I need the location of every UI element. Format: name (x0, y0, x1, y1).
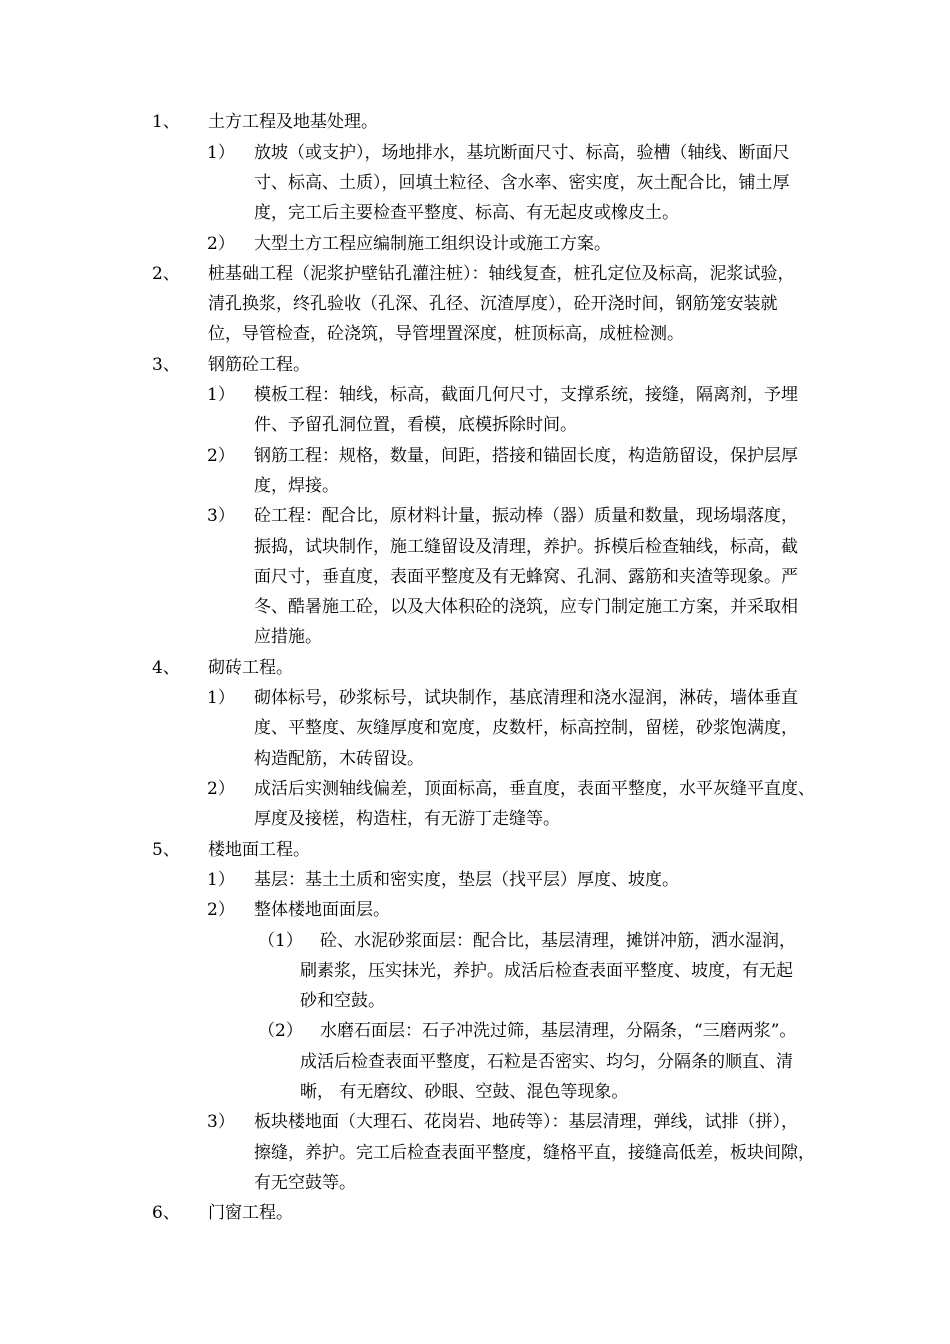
text-line: 整体楼地面面层。 (254, 900, 390, 920)
text-line: 件、予留孔洞位置，看模，底模拆除时间。 (254, 415, 577, 435)
text-line: 桩基础工程（泥浆护壁钻孔灌注桩）：轴线复查，桩孔定位及标高，泥浆试验， (208, 264, 795, 284)
item-number: （1） (258, 931, 303, 951)
text-line: 位，导管检查，砼浇筑，导管埋置深度，桩顶标高，成桩检测。 (208, 324, 684, 344)
item-number: 2） (207, 446, 235, 466)
text-line: 砂和空鼓。 (300, 991, 385, 1011)
item-number: 1） (207, 870, 235, 890)
item-number: 1） (207, 143, 235, 163)
item-number: 1） (207, 385, 235, 405)
text-line: 度，焊接。 (254, 476, 339, 496)
text-line: 基层：基土土质和密实度，垫层（找平层）厚度、坡度。 (254, 870, 679, 890)
text-line: 晰， 有无磨纹、砂眼、空鼓、混色等现象。 (300, 1082, 629, 1102)
item-number: （2） (258, 1021, 303, 1041)
text-line: 成活后检查表面平整度，石粒是否密实、均匀，分隔条的顺直、清 (300, 1052, 793, 1072)
text-line: 钢筋工程：规格，数量，间距，搭接和锚固长度，构造筋留设，保护层厚 (254, 446, 798, 466)
text-line: 构造配筋，木砖留设。 (254, 749, 424, 769)
section-heading: 砌砖工程。 (208, 658, 293, 678)
text-line: 砼工程：配合比，原材料计量，振动棒（器）质量和数量，现场塌落度， (254, 506, 798, 526)
text-line: 冬、酷暑施工砼，以及大体积砼的浇筑，应专门制定施工方案，并采取相 (254, 597, 798, 617)
text-line: 应措施。 (254, 627, 322, 647)
item-number: 1） (207, 688, 235, 708)
item-number: 2） (207, 779, 235, 799)
section-heading: 门窗工程。 (208, 1203, 293, 1223)
item-number: 6、 (152, 1203, 180, 1223)
section-heading: 钢筋砼工程。 (208, 355, 310, 375)
text-line: 有无空鼓等。 (254, 1173, 356, 1193)
text-line: 砼、水泥砂浆面层：配合比，基层清理，摊饼冲筋，洒水湿润， (320, 931, 796, 951)
text-line: 砌体标号，砂浆标号，试块制作，基底清理和浇水湿润，淋砖，墙体垂直 (254, 688, 798, 708)
text-line: 度，完工后主要检查平整度、标高、有无起皮或橡皮土。 (254, 203, 679, 223)
text-line: 成活后实测轴线偏差，顶面标高，垂直度，表面平整度，水平灰缝平直度、 (254, 779, 815, 799)
item-number: 2、 (152, 264, 180, 284)
text-line: 板块楼地面（大理石、花岗岩、地砖等）：基层清理，弹线，试排（拼）， (254, 1112, 798, 1132)
item-number: 4、 (152, 658, 180, 678)
section-heading: 楼地面工程。 (208, 840, 310, 860)
text-line: 放坡（或支护），场地排水，基坑断面尺寸、标高，验槽（轴线、断面尺 (254, 143, 790, 163)
item-number: 3） (207, 506, 235, 526)
item-number: 3） (207, 1112, 235, 1132)
text-line: 刷素浆，压实抹光，养护。成活后检查表面平整度、坡度，有无起 (300, 961, 793, 981)
item-number: 2） (207, 234, 235, 254)
text-line: 擦缝，养护。完工后检查表面平整度，缝格平直，接缝高低差，板块间隙， (254, 1143, 815, 1163)
item-number: 3、 (152, 355, 180, 375)
text-line: 模板工程：轴线，标高，截面几何尺寸，支撑系统，接缝，隔离剂，予埋 (254, 385, 798, 405)
text-line: 水磨石面层：石子冲洗过筛，基层清理，分隔条，“三磨两浆”。 (320, 1021, 797, 1041)
text-line: 振捣，试块制作，施工缝留设及清理，养护。拆模后检查轴线，标高，截 (254, 537, 798, 557)
text-line: 面尺寸，垂直度，表面平整度及有无蜂窝、孔洞、露筋和夹渣等现象。严 (254, 567, 798, 587)
item-number: 2） (207, 900, 235, 920)
text-line: 度、平整度、灰缝厚度和宽度，皮数杆，标高控制，留槎，砂浆饱满度， (254, 718, 798, 738)
text-line: 寸、标高、土质），回填土粒径、含水率、密实度，灰土配合比，铺土厚 (254, 173, 790, 193)
section-heading: 土方工程及地基处理。 (208, 112, 378, 132)
text-line: 清孔换浆，终孔验收（孔深、孔径、沉渣厚度），砼开浇时间，钢筋笼安装就 (208, 294, 778, 314)
item-number: 5、 (152, 840, 180, 860)
item-number: 1、 (152, 112, 180, 132)
text-line: 大型土方工程应编制施工组织设计或施工方案。 (254, 234, 611, 254)
text-line: 厚度及接槎，构造柱，有无游丁走缝等。 (254, 809, 560, 829)
